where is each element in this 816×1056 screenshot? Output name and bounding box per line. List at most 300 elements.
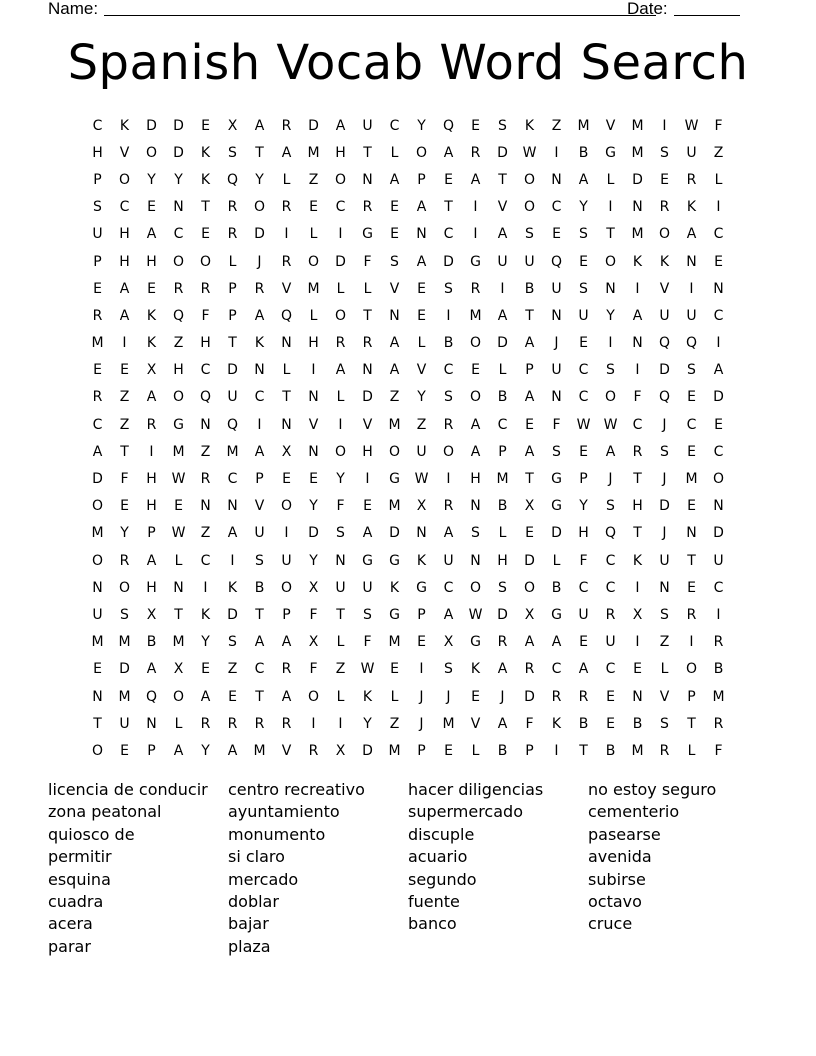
- grid-letter[interactable]: A: [713, 362, 724, 379]
- grid-letter[interactable]: K: [686, 199, 697, 216]
- grid-letter[interactable]: R: [146, 416, 157, 433]
- grid-letter[interactable]: R: [200, 280, 211, 297]
- grid-letter[interactable]: L: [282, 362, 291, 379]
- grid-letter[interactable]: U: [119, 715, 130, 732]
- grid-letter[interactable]: C: [119, 199, 130, 216]
- grid-letter[interactable]: Q: [658, 389, 671, 406]
- grid-letter[interactable]: E: [714, 416, 723, 433]
- grid-letter[interactable]: K: [389, 579, 400, 596]
- grid-letter[interactable]: R: [686, 606, 697, 623]
- grid-letter[interactable]: N: [686, 253, 697, 270]
- grid-letter[interactable]: A: [173, 742, 184, 759]
- grid-letter[interactable]: T: [525, 307, 534, 324]
- grid-letter[interactable]: I: [284, 226, 289, 243]
- grid-letter[interactable]: T: [606, 226, 615, 243]
- grid-letter[interactable]: O: [91, 552, 104, 569]
- grid-letter[interactable]: R: [227, 226, 238, 243]
- grid-letter[interactable]: D: [497, 606, 508, 623]
- grid-letter[interactable]: O: [253, 199, 266, 216]
- grid-letter[interactable]: E: [687, 498, 696, 515]
- grid-letter[interactable]: V: [254, 498, 265, 515]
- grid-letter[interactable]: Y: [201, 634, 210, 651]
- grid-letter[interactable]: I: [635, 362, 640, 379]
- grid-letter[interactable]: E: [363, 498, 372, 515]
- grid-letter[interactable]: G: [551, 471, 562, 488]
- grid-letter[interactable]: N: [470, 552, 481, 569]
- grid-letter[interactable]: E: [471, 688, 480, 705]
- grid-letter[interactable]: P: [687, 688, 696, 705]
- grid-letter[interactable]: K: [416, 552, 427, 569]
- grid-letter[interactable]: N: [173, 199, 184, 216]
- grid-letter[interactable]: C: [173, 226, 184, 243]
- grid-letter[interactable]: K: [200, 144, 211, 161]
- grid-letter[interactable]: E: [471, 362, 480, 379]
- grid-letter[interactable]: R: [92, 307, 103, 324]
- grid-letter[interactable]: Q: [226, 416, 239, 433]
- grid-letter[interactable]: C: [713, 226, 724, 243]
- grid-letter[interactable]: F: [579, 552, 588, 569]
- grid-letter[interactable]: N: [92, 579, 103, 596]
- grid-letter[interactable]: O: [523, 199, 536, 216]
- grid-letter[interactable]: C: [200, 552, 211, 569]
- grid-letter[interactable]: L: [174, 552, 183, 569]
- grid-letter[interactable]: B: [443, 335, 454, 352]
- grid-letter[interactable]: M: [253, 742, 266, 759]
- grid-letter[interactable]: R: [713, 715, 724, 732]
- grid-letter[interactable]: S: [579, 280, 588, 297]
- grid-letter[interactable]: N: [362, 171, 373, 188]
- grid-letter[interactable]: E: [687, 389, 696, 406]
- grid-letter[interactable]: B: [254, 579, 265, 596]
- grid-letter[interactable]: V: [389, 280, 400, 297]
- grid-letter[interactable]: J: [662, 525, 667, 542]
- grid-letter[interactable]: H: [119, 253, 130, 270]
- grid-letter[interactable]: E: [687, 579, 696, 596]
- grid-letter[interactable]: M: [307, 144, 320, 161]
- grid-letter[interactable]: Q: [685, 335, 698, 352]
- grid-letter[interactable]: M: [388, 742, 401, 759]
- grid-letter[interactable]: R: [551, 688, 562, 705]
- grid-letter[interactable]: F: [363, 634, 372, 651]
- grid-letter[interactable]: P: [417, 742, 426, 759]
- grid-letter[interactable]: Y: [606, 307, 615, 324]
- grid-letter[interactable]: A: [443, 606, 454, 623]
- grid-letter[interactable]: S: [120, 606, 129, 623]
- grid-letter[interactable]: O: [442, 443, 455, 460]
- grid-letter[interactable]: O: [145, 144, 158, 161]
- grid-letter[interactable]: L: [498, 362, 507, 379]
- grid-letter[interactable]: I: [473, 199, 478, 216]
- grid-letter[interactable]: H: [335, 144, 346, 161]
- grid-letter[interactable]: Y: [174, 171, 183, 188]
- grid-letter[interactable]: F: [363, 253, 372, 270]
- grid-letter[interactable]: E: [390, 661, 399, 678]
- grid-letter[interactable]: Y: [147, 171, 156, 188]
- grid-letter[interactable]: P: [525, 742, 534, 759]
- grid-letter[interactable]: H: [362, 443, 373, 460]
- grid-letter[interactable]: G: [551, 606, 562, 623]
- grid-letter[interactable]: E: [579, 335, 588, 352]
- grid-letter[interactable]: A: [146, 226, 157, 243]
- grid-letter[interactable]: I: [446, 307, 451, 324]
- grid-letter[interactable]: O: [415, 144, 428, 161]
- grid-letter[interactable]: S: [606, 362, 615, 379]
- grid-letter[interactable]: S: [579, 226, 588, 243]
- grid-letter[interactable]: T: [228, 335, 237, 352]
- grid-letter[interactable]: H: [632, 498, 643, 515]
- grid-letter[interactable]: I: [635, 280, 640, 297]
- grid-letter[interactable]: E: [228, 688, 237, 705]
- grid-letter[interactable]: E: [309, 471, 318, 488]
- grid-letter[interactable]: R: [443, 498, 454, 515]
- grid-letter[interactable]: O: [172, 253, 185, 270]
- grid-letter[interactable]: L: [606, 171, 615, 188]
- grid-letter[interactable]: A: [497, 307, 508, 324]
- grid-letter[interactable]: I: [419, 661, 424, 678]
- grid-letter[interactable]: T: [687, 715, 696, 732]
- grid-letter[interactable]: C: [686, 416, 697, 433]
- grid-letter[interactable]: I: [608, 335, 613, 352]
- grid-letter[interactable]: T: [687, 552, 696, 569]
- grid-letter[interactable]: L: [498, 525, 507, 542]
- grid-letter[interactable]: E: [552, 226, 561, 243]
- grid-letter[interactable]: D: [713, 389, 724, 406]
- grid-letter[interactable]: A: [497, 661, 508, 678]
- grid-letter[interactable]: E: [93, 661, 102, 678]
- grid-letter[interactable]: A: [443, 144, 454, 161]
- grid-letter[interactable]: R: [632, 443, 643, 460]
- grid-letter[interactable]: L: [363, 280, 372, 297]
- grid-letter[interactable]: A: [605, 443, 616, 460]
- grid-letter[interactable]: P: [417, 606, 426, 623]
- grid-letter[interactable]: G: [389, 471, 400, 488]
- grid-letter[interactable]: E: [417, 280, 426, 297]
- grid-letter[interactable]: C: [713, 307, 724, 324]
- grid-letter[interactable]: H: [497, 552, 508, 569]
- grid-letter[interactable]: H: [308, 335, 319, 352]
- grid-letter[interactable]: V: [416, 362, 427, 379]
- grid-letter[interactable]: K: [146, 335, 157, 352]
- grid-letter[interactable]: K: [200, 171, 211, 188]
- grid-letter[interactable]: A: [497, 715, 508, 732]
- grid-letter[interactable]: Y: [417, 389, 426, 406]
- grid-letter[interactable]: C: [443, 362, 454, 379]
- grid-letter[interactable]: J: [608, 471, 613, 488]
- grid-letter[interactable]: N: [659, 579, 670, 596]
- grid-letter[interactable]: W: [360, 661, 375, 678]
- grid-letter[interactable]: D: [335, 253, 346, 270]
- grid-letter[interactable]: S: [336, 525, 345, 542]
- grid-letter[interactable]: N: [173, 579, 184, 596]
- grid-letter[interactable]: S: [444, 389, 453, 406]
- grid-letter[interactable]: L: [390, 144, 399, 161]
- grid-letter[interactable]: R: [470, 280, 481, 297]
- grid-letter[interactable]: L: [390, 688, 399, 705]
- grid-letter[interactable]: U: [362, 579, 373, 596]
- grid-letter[interactable]: K: [227, 579, 238, 596]
- grid-letter[interactable]: S: [606, 498, 615, 515]
- grid-letter[interactable]: R: [335, 335, 346, 352]
- grid-letter[interactable]: K: [632, 552, 643, 569]
- grid-letter[interactable]: Q: [550, 253, 563, 270]
- grid-letter[interactable]: D: [173, 144, 184, 161]
- grid-letter[interactable]: T: [525, 471, 534, 488]
- grid-letter[interactable]: E: [417, 307, 426, 324]
- grid-letter[interactable]: I: [554, 144, 559, 161]
- grid-letter[interactable]: N: [335, 552, 346, 569]
- grid-letter[interactable]: S: [660, 606, 669, 623]
- grid-letter[interactable]: T: [336, 606, 345, 623]
- grid-letter[interactable]: F: [201, 307, 210, 324]
- grid-letter[interactable]: E: [93, 280, 102, 297]
- grid-letter[interactable]: U: [362, 117, 373, 134]
- grid-letter[interactable]: S: [444, 661, 453, 678]
- grid-letter[interactable]: A: [254, 634, 265, 651]
- grid-letter[interactable]: F: [714, 742, 723, 759]
- grid-letter[interactable]: A: [632, 307, 643, 324]
- grid-letter[interactable]: A: [119, 280, 130, 297]
- grid-letter[interactable]: L: [687, 742, 696, 759]
- grid-letter[interactable]: D: [308, 117, 319, 134]
- grid-letter[interactable]: H: [146, 498, 157, 515]
- grid-letter[interactable]: O: [712, 471, 725, 488]
- grid-letter[interactable]: N: [605, 280, 616, 297]
- grid-letter[interactable]: D: [362, 742, 373, 759]
- grid-letter[interactable]: O: [172, 389, 185, 406]
- grid-letter[interactable]: E: [309, 199, 318, 216]
- grid-letter[interactable]: Q: [280, 307, 293, 324]
- grid-letter[interactable]: H: [146, 579, 157, 596]
- grid-letter[interactable]: O: [469, 579, 482, 596]
- grid-letter[interactable]: F: [309, 661, 318, 678]
- grid-letter[interactable]: T: [633, 525, 642, 542]
- grid-letter[interactable]: P: [147, 525, 156, 542]
- grid-letter[interactable]: A: [335, 362, 346, 379]
- grid-letter[interactable]: C: [443, 579, 454, 596]
- grid-letter[interactable]: B: [146, 634, 157, 651]
- grid-letter[interactable]: A: [470, 416, 481, 433]
- grid-letter[interactable]: G: [416, 579, 427, 596]
- grid-letter[interactable]: R: [362, 335, 373, 352]
- grid-letter[interactable]: Y: [201, 742, 210, 759]
- grid-letter[interactable]: B: [605, 742, 616, 759]
- grid-letter[interactable]: E: [444, 171, 453, 188]
- grid-letter[interactable]: I: [554, 742, 559, 759]
- grid-letter[interactable]: E: [444, 742, 453, 759]
- grid-letter[interactable]: U: [281, 552, 292, 569]
- grid-letter[interactable]: D: [389, 525, 400, 542]
- grid-letter[interactable]: C: [92, 416, 103, 433]
- grid-letter[interactable]: Y: [255, 171, 264, 188]
- grid-letter[interactable]: K: [632, 253, 643, 270]
- grid-letter[interactable]: M: [712, 688, 725, 705]
- grid-letter[interactable]: A: [686, 226, 697, 243]
- grid-letter[interactable]: H: [173, 362, 184, 379]
- grid-letter[interactable]: M: [118, 634, 131, 651]
- grid-letter[interactable]: B: [713, 661, 724, 678]
- grid-letter[interactable]: T: [282, 389, 291, 406]
- grid-letter[interactable]: D: [659, 498, 670, 515]
- grid-letter[interactable]: M: [91, 525, 104, 542]
- grid-letter[interactable]: E: [201, 117, 210, 134]
- grid-letter[interactable]: T: [363, 307, 372, 324]
- grid-letter[interactable]: U: [227, 389, 238, 406]
- grid-letter[interactable]: A: [389, 171, 400, 188]
- grid-letter[interactable]: P: [93, 171, 102, 188]
- grid-letter[interactable]: A: [227, 525, 238, 542]
- grid-letter[interactable]: R: [281, 199, 292, 216]
- grid-letter[interactable]: A: [227, 742, 238, 759]
- grid-letter[interactable]: U: [578, 606, 589, 623]
- grid-letter[interactable]: X: [227, 117, 238, 134]
- grid-letter[interactable]: S: [444, 280, 453, 297]
- grid-letter[interactable]: E: [660, 171, 669, 188]
- grid-letter[interactable]: C: [605, 552, 616, 569]
- grid-letter[interactable]: N: [308, 443, 319, 460]
- grid-letter[interactable]: C: [578, 579, 589, 596]
- grid-letter[interactable]: S: [552, 443, 561, 460]
- grid-letter[interactable]: Y: [579, 498, 588, 515]
- grid-letter[interactable]: D: [632, 171, 643, 188]
- grid-letter[interactable]: M: [631, 226, 644, 243]
- grid-letter[interactable]: A: [524, 443, 535, 460]
- grid-letter[interactable]: E: [633, 661, 642, 678]
- grid-letter[interactable]: W: [171, 525, 186, 542]
- grid-letter[interactable]: A: [416, 253, 427, 270]
- grid-letter[interactable]: B: [551, 579, 562, 596]
- grid-letter[interactable]: E: [606, 715, 615, 732]
- grid-letter[interactable]: F: [552, 416, 561, 433]
- grid-letter[interactable]: D: [497, 144, 508, 161]
- grid-letter[interactable]: R: [308, 742, 319, 759]
- grid-letter[interactable]: E: [120, 498, 129, 515]
- grid-letter[interactable]: Q: [442, 117, 455, 134]
- grid-letter[interactable]: P: [525, 362, 534, 379]
- grid-letter[interactable]: O: [280, 579, 293, 596]
- grid-letter[interactable]: E: [579, 253, 588, 270]
- grid-letter[interactable]: N: [551, 307, 562, 324]
- grid-letter[interactable]: I: [689, 634, 694, 651]
- grid-letter[interactable]: Q: [145, 688, 158, 705]
- grid-letter[interactable]: U: [551, 280, 562, 297]
- grid-letter[interactable]: R: [227, 199, 238, 216]
- grid-letter[interactable]: M: [631, 144, 644, 161]
- grid-letter[interactable]: N: [200, 416, 211, 433]
- grid-letter[interactable]: N: [308, 389, 319, 406]
- grid-letter[interactable]: K: [524, 117, 535, 134]
- grid-letter[interactable]: Y: [579, 199, 588, 216]
- grid-letter[interactable]: D: [524, 552, 535, 569]
- grid-letter[interactable]: E: [390, 226, 399, 243]
- grid-letter[interactable]: P: [282, 606, 291, 623]
- grid-letter[interactable]: A: [281, 144, 292, 161]
- grid-letter[interactable]: E: [714, 253, 723, 270]
- grid-letter[interactable]: N: [227, 498, 238, 515]
- grid-letter[interactable]: N: [416, 226, 427, 243]
- grid-letter[interactable]: D: [308, 525, 319, 542]
- grid-letter[interactable]: Z: [551, 117, 562, 134]
- grid-letter[interactable]: F: [525, 715, 534, 732]
- grid-letter[interactable]: D: [227, 362, 238, 379]
- grid-letter[interactable]: W: [684, 117, 699, 134]
- grid-letter[interactable]: H: [200, 335, 211, 352]
- grid-letter[interactable]: E: [525, 416, 534, 433]
- grid-letter[interactable]: X: [146, 362, 157, 379]
- grid-letter[interactable]: Q: [226, 171, 239, 188]
- grid-letter[interactable]: X: [281, 443, 292, 460]
- grid-letter[interactable]: I: [635, 634, 640, 651]
- grid-letter[interactable]: R: [173, 280, 184, 297]
- grid-letter[interactable]: R: [92, 389, 103, 406]
- grid-letter[interactable]: Z: [416, 416, 427, 433]
- grid-letter[interactable]: R: [443, 416, 454, 433]
- grid-letter[interactable]: C: [254, 661, 265, 678]
- grid-letter[interactable]: P: [255, 471, 264, 488]
- grid-letter[interactable]: A: [254, 443, 265, 460]
- grid-letter[interactable]: I: [122, 335, 127, 352]
- grid-letter[interactable]: G: [389, 606, 400, 623]
- grid-letter[interactable]: T: [444, 199, 453, 216]
- grid-letter[interactable]: S: [525, 226, 534, 243]
- grid-letter[interactable]: B: [524, 280, 535, 297]
- grid-letter[interactable]: Z: [173, 335, 184, 352]
- grid-letter[interactable]: U: [335, 579, 346, 596]
- grid-letter[interactable]: Y: [309, 552, 318, 569]
- grid-letter[interactable]: C: [227, 471, 238, 488]
- grid-letter[interactable]: J: [500, 688, 505, 705]
- grid-letter[interactable]: X: [308, 579, 319, 596]
- grid-letter[interactable]: N: [146, 715, 157, 732]
- grid-letter[interactable]: V: [605, 117, 616, 134]
- grid-letter[interactable]: T: [255, 606, 264, 623]
- grid-letter[interactable]: U: [659, 307, 670, 324]
- grid-letter[interactable]: H: [119, 226, 130, 243]
- grid-letter[interactable]: F: [633, 389, 642, 406]
- grid-letter[interactable]: G: [551, 498, 562, 515]
- grid-letter[interactable]: D: [443, 253, 454, 270]
- grid-letter[interactable]: L: [336, 389, 345, 406]
- grid-letter[interactable]: G: [470, 634, 481, 651]
- grid-letter[interactable]: A: [524, 389, 535, 406]
- grid-letter[interactable]: L: [228, 253, 237, 270]
- grid-letter[interactable]: M: [118, 688, 131, 705]
- grid-letter[interactable]: O: [280, 498, 293, 515]
- grid-letter[interactable]: R: [686, 171, 697, 188]
- grid-letter[interactable]: G: [173, 416, 184, 433]
- grid-letter[interactable]: O: [604, 389, 617, 406]
- grid-letter[interactable]: D: [146, 117, 157, 134]
- grid-letter[interactable]: O: [334, 171, 347, 188]
- date-blank-line[interactable]: [674, 15, 740, 16]
- grid-letter[interactable]: S: [255, 552, 264, 569]
- grid-letter[interactable]: U: [605, 634, 616, 651]
- grid-letter[interactable]: U: [416, 443, 427, 460]
- grid-letter[interactable]: Z: [659, 634, 670, 651]
- grid-letter[interactable]: A: [389, 335, 400, 352]
- grid-letter[interactable]: O: [334, 443, 347, 460]
- grid-letter[interactable]: N: [713, 498, 724, 515]
- grid-letter[interactable]: I: [338, 416, 343, 433]
- grid-letter[interactable]: H: [146, 253, 157, 270]
- grid-letter[interactable]: V: [659, 280, 670, 297]
- grid-letter[interactable]: M: [631, 742, 644, 759]
- grid-letter[interactable]: C: [578, 389, 589, 406]
- grid-letter[interactable]: C: [632, 416, 643, 433]
- grid-letter[interactable]: W: [468, 606, 483, 623]
- grid-letter[interactable]: E: [471, 117, 480, 134]
- grid-letter[interactable]: U: [659, 552, 670, 569]
- grid-letter[interactable]: X: [524, 498, 535, 515]
